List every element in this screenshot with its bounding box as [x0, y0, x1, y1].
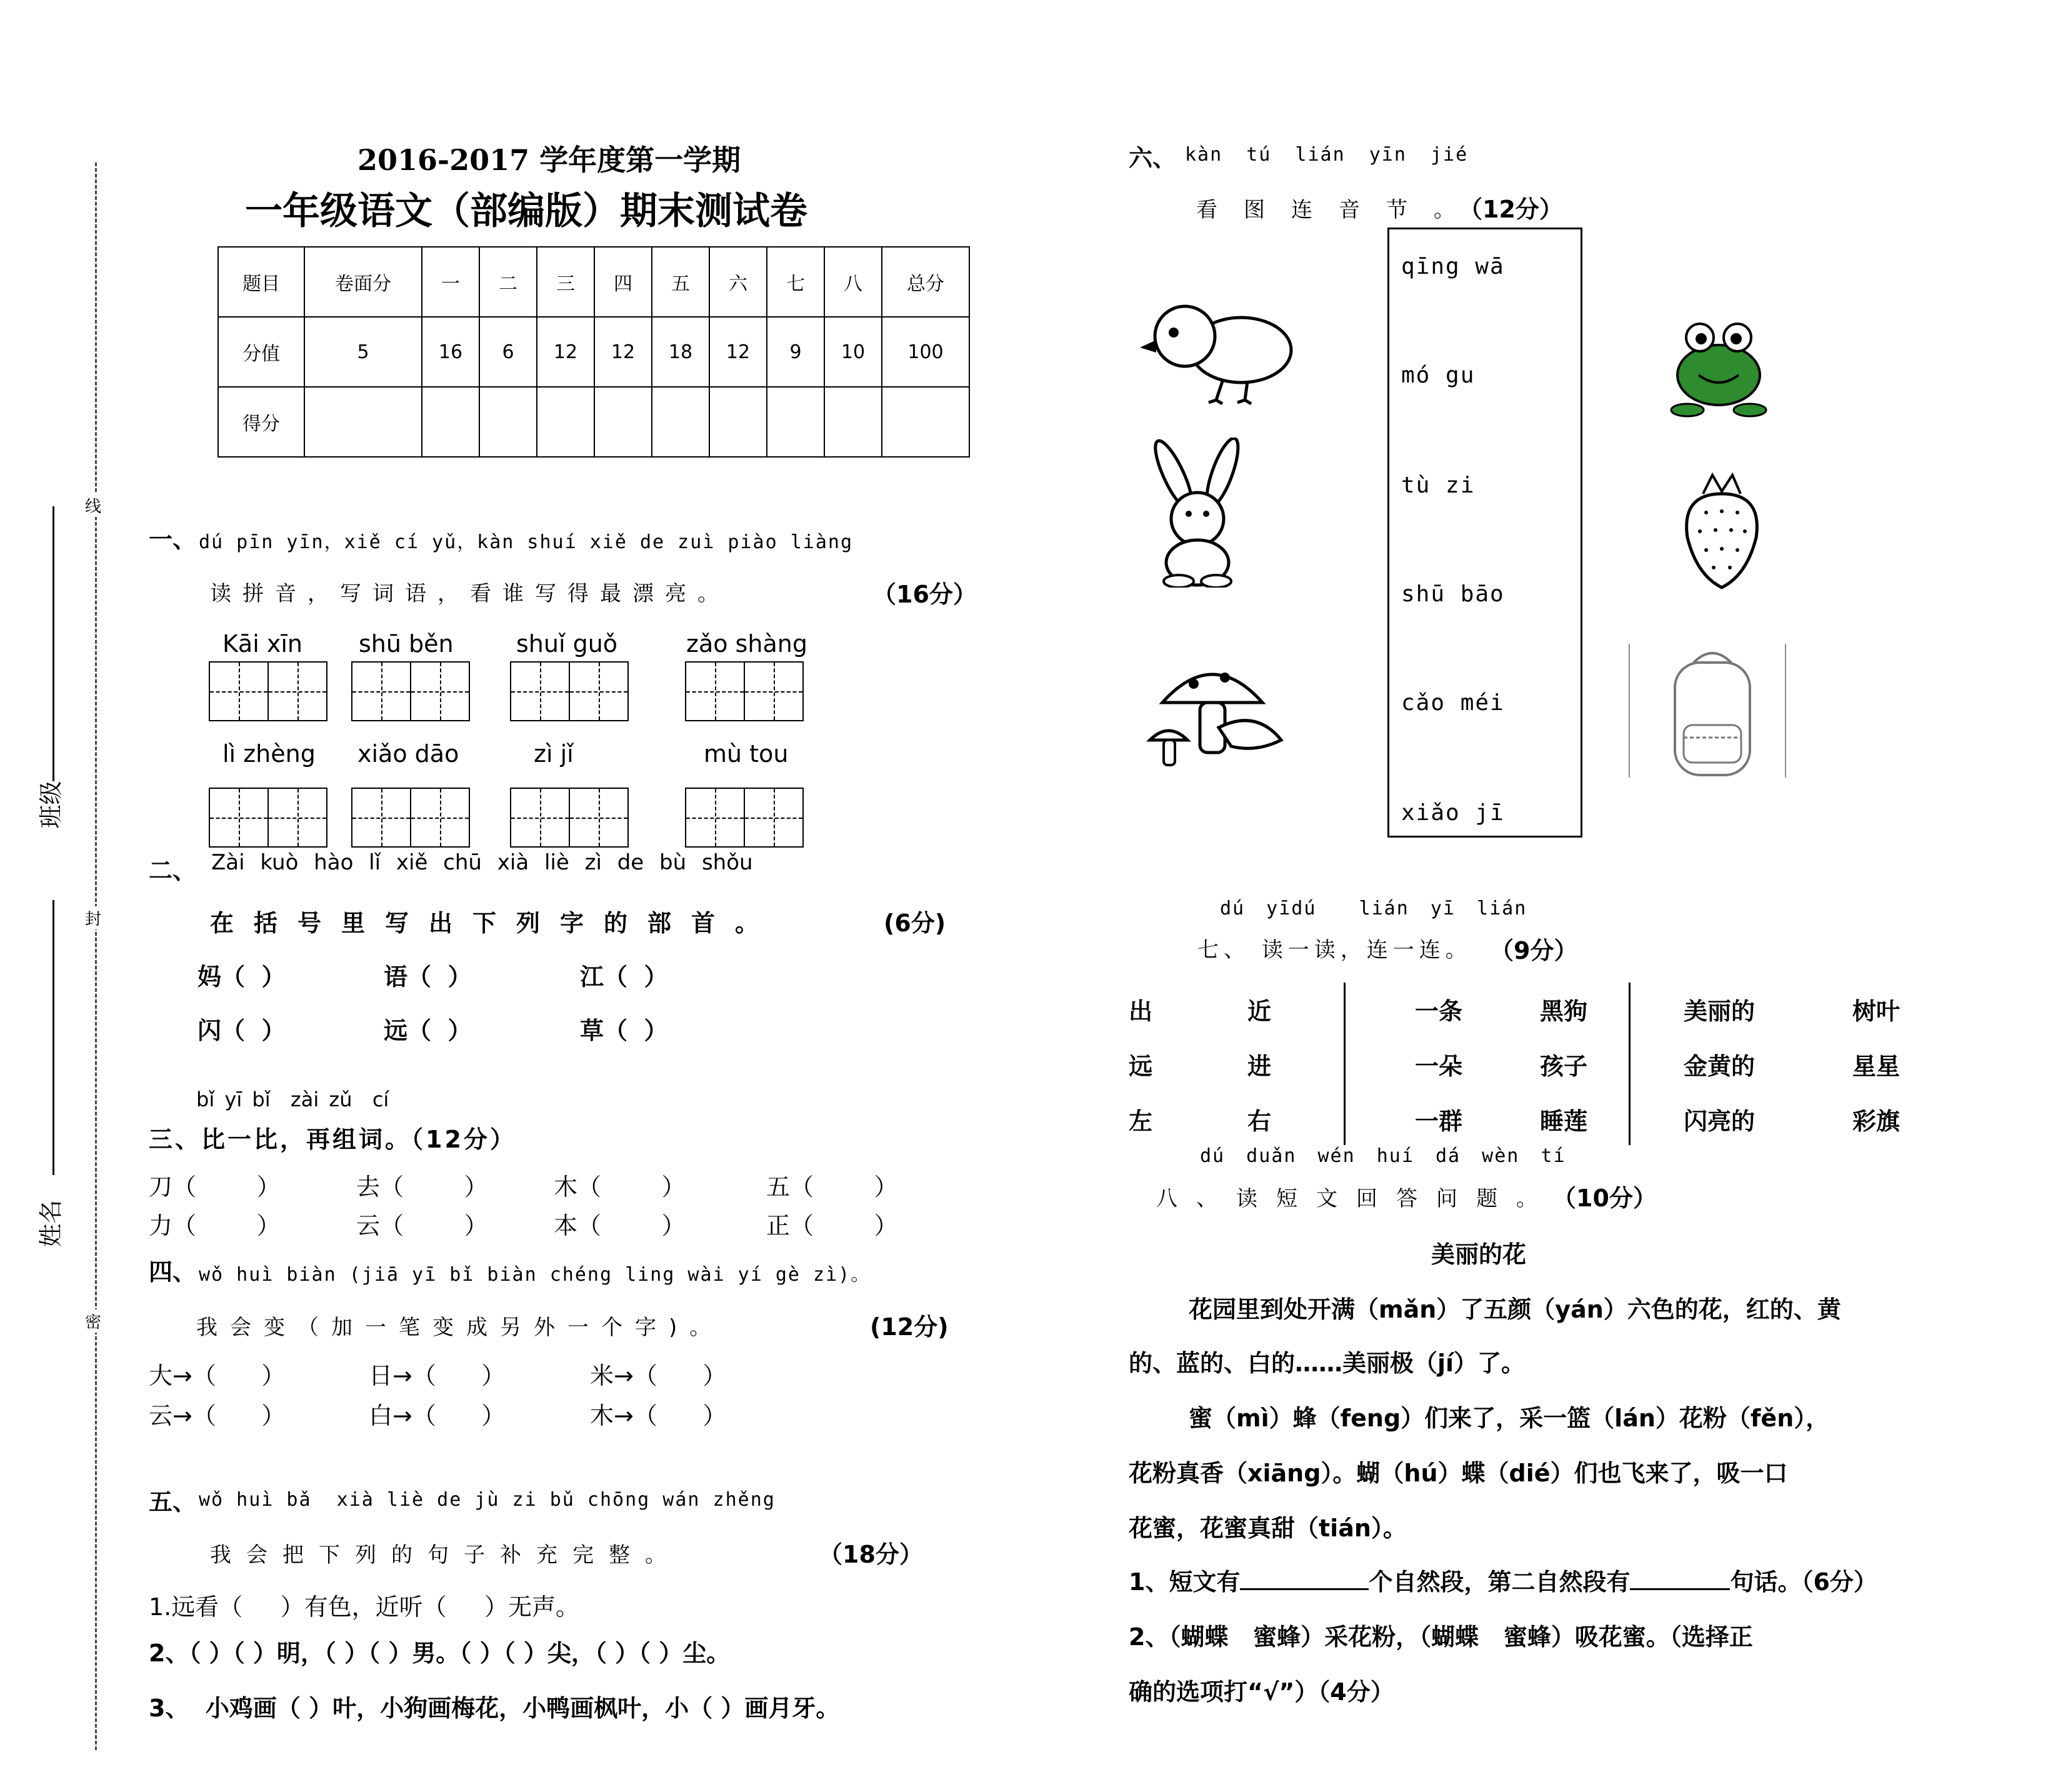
q4-instruction: 我会变（加一笔变成另外一个字)。	[196, 1315, 724, 1340]
q4-number: 四、	[149, 1258, 197, 1286]
exam-year: 2016-2017 学年度第一学期	[357, 143, 741, 177]
q3-item[interactable]: 刀（ ）	[149, 1173, 281, 1201]
q1-word-pinyin: shuǐ guǒ	[516, 630, 618, 658]
q2-item[interactable]: 远（ ）	[384, 1017, 472, 1044]
match-item[interactable]: 闪亮的	[1684, 1108, 1756, 1135]
seal-line	[95, 163, 97, 1750]
table-cell: 卷面分	[304, 247, 422, 317]
table-cell: 得分	[218, 387, 304, 457]
q1-word-pinyin: Kāi xīn	[222, 630, 302, 658]
score-input-cell[interactable]	[652, 387, 709, 457]
answer-blank[interactable]	[1630, 1568, 1730, 1590]
table-cell: 16	[422, 317, 479, 387]
q8-instruction: 八、读短文回答问题。	[1156, 1186, 1556, 1211]
q6-number: 六、	[1129, 144, 1177, 172]
rabbit-image[interactable]	[1135, 438, 1260, 588]
writing-grid[interactable]	[685, 788, 804, 848]
q7-points: （9分）	[1490, 937, 1578, 964]
score-input-cell[interactable]	[479, 387, 537, 457]
q3-item[interactable]: 木（ ）	[554, 1173, 686, 1201]
writing-grid[interactable]	[209, 661, 327, 721]
q2-item[interactable]: 江（ ）	[580, 963, 668, 991]
q2-item[interactable]: 闪（ ）	[197, 1017, 286, 1044]
q3-item[interactable]: 去（ ）	[356, 1173, 488, 1201]
q8-question-2[interactable]: 2、（蝴蝶 蜜蜂）采花粉，（蝴蝶 蜜蜂）吸花蜜。（选择正	[1129, 1623, 1753, 1651]
class-label: 班级	[37, 781, 65, 829]
answer-blank[interactable]	[1240, 1568, 1369, 1590]
q2-points: (6分)	[884, 909, 946, 937]
table-cell: 分值	[218, 317, 304, 387]
match-item[interactable]: 彩旗	[1852, 1108, 1901, 1135]
seal-char-seal: 封	[85, 906, 101, 929]
score-input-cell[interactable]	[882, 387, 969, 457]
writing-grid[interactable]	[351, 788, 470, 848]
q7-instruction: 七、 读一读，连一连。	[1197, 938, 1472, 963]
q2-pinyin: Zài kuò hào lǐ xiě chū xià liè zì de bù shǒu	[211, 850, 753, 875]
q1-word-pinyin: xiǎo dāo	[357, 740, 459, 768]
writing-grid[interactable]	[510, 788, 629, 848]
q6-pinyin: kàn tú lián yīn jié	[1185, 144, 1469, 166]
q3-pinyin: bǐ yī bǐ zài zǔ cí	[196, 1088, 389, 1111]
q1-word-pinyin: zì jǐ	[534, 740, 574, 768]
q4-points: (12分)	[870, 1313, 949, 1341]
table-cell: 五	[652, 247, 709, 317]
syllable[interactable]: qīng wā	[1401, 254, 1505, 279]
q3-item[interactable]: 五（ ）	[766, 1173, 898, 1201]
score-input-cell[interactable]	[709, 387, 767, 457]
score-table-value-row	[218, 317, 969, 387]
writing-grid[interactable]	[510, 661, 629, 721]
table-cell: 12	[594, 317, 652, 387]
table-cell: 18	[652, 317, 709, 387]
table-cell: 四	[594, 247, 652, 317]
story-title: 美丽的花	[1431, 1241, 1527, 1268]
match-item[interactable]: 一朵	[1415, 1053, 1463, 1080]
q1-number: 一、	[149, 526, 197, 553]
q7-divider	[1344, 983, 1346, 1145]
q2-item[interactable]: 语（ ）	[384, 963, 472, 991]
match-item[interactable]: 金黄的	[1684, 1053, 1756, 1080]
q7-col	[1247, 984, 1271, 1149]
q5-number: 五、	[149, 1488, 197, 1516]
match-item[interactable]: 孩子	[1540, 1053, 1588, 1080]
table-cell: 七	[767, 247, 824, 317]
table-cell: 6	[479, 317, 537, 387]
strawberry-image[interactable]	[1675, 469, 1769, 594]
q7-divider	[1629, 983, 1631, 1145]
mushroom-image[interactable]	[1144, 653, 1287, 778]
q4-item[interactable]: 木→（ ）	[590, 1402, 727, 1429]
table-cell: 5	[304, 317, 422, 387]
q7-pinyin: dú yīdú lián yī lián	[1220, 898, 1527, 919]
table-cell: 100	[882, 317, 969, 387]
name-label: 姓名	[37, 1199, 65, 1248]
match-item[interactable]: 睡莲	[1540, 1108, 1588, 1135]
q6-instruction: 看图连音节。	[1196, 198, 1481, 223]
q2-number: 二、	[149, 857, 197, 884]
backpack-image[interactable]	[1656, 644, 1769, 781]
q3-item[interactable]: 力（ ）	[149, 1212, 281, 1239]
score-table-score-row	[218, 387, 969, 457]
match-item[interactable]: 星星	[1852, 1053, 1901, 1080]
picture-divider	[1785, 644, 1786, 778]
picture-divider	[1629, 644, 1630, 778]
page-title: 一年级语文（部编版）期末测试卷	[245, 189, 807, 233]
q7-col	[1852, 984, 1900, 1149]
table-cell: 12	[537, 317, 594, 387]
table-cell: 9	[767, 317, 824, 387]
match-item[interactable]: 右	[1247, 1108, 1272, 1135]
q4-item[interactable]: 云→（ ）	[149, 1402, 286, 1429]
q3-item[interactable]: 云（ ）	[356, 1212, 488, 1239]
story-line: 花园里到处开满（mǎn）了五颜（yán）六色的花，红的、黄	[1189, 1296, 1841, 1323]
table-cell: 12	[709, 317, 767, 387]
q5-pinyin: wǒ huì bǎ xià liè de jù zi bǔ chōng wán zhěng	[199, 1489, 776, 1511]
q1-pinyin: dú pīn yīn，xiě cí yǔ，kàn shuí xiě de zuì piào liàng	[199, 531, 854, 553]
match-item[interactable]: 近	[1247, 998, 1272, 1025]
syllable-box	[1387, 228, 1582, 838]
chick-image[interactable]	[1129, 288, 1316, 413]
q5-line-3[interactable]: 3、 小鸡画（ ）叶，小狗画梅花，小鸭画枫叶，小（ ）画月牙。	[149, 1694, 840, 1722]
match-item[interactable]: 一群	[1415, 1108, 1463, 1135]
q8-question-1-part: 个自然段，第二自然段有	[1369, 1568, 1631, 1596]
syllable[interactable]: cǎo méi	[1401, 690, 1505, 716]
q8-points: （10分）	[1552, 1184, 1657, 1212]
seal-char-line: 线	[85, 494, 101, 517]
score-input-cell[interactable]	[824, 387, 882, 457]
table-cell: 总分	[882, 247, 969, 317]
table-cell: 一	[422, 247, 479, 317]
writing-grid[interactable]	[209, 788, 327, 848]
match-item[interactable]: 左	[1129, 1108, 1153, 1135]
q5-points: （18分）	[819, 1541, 923, 1568]
syllable[interactable]: tù zi	[1401, 473, 1476, 498]
q1-word-pinyin: lì zhèng	[222, 740, 316, 768]
q4-item[interactable]: 大→（ ）	[149, 1362, 286, 1389]
q8-question-2-cont: 确的选项打“√”）（4分）	[1129, 1678, 1394, 1706]
q5-instruction: 我会把下列的句子补充完整。	[210, 1543, 681, 1568]
q5-line-2[interactable]: 2、（ ）（ ）明，（ ）（ ）男。（ ）（ ）尖，（ ）（ ）尘。	[149, 1639, 731, 1667]
q1-word-pinyin: shū běn	[359, 630, 454, 658]
match-item[interactable]: 远	[1129, 1053, 1153, 1080]
match-item[interactable]: 美丽的	[1684, 998, 1756, 1025]
story-line: 蜜（mì）蜂（feng）们来了，采一篮（lán）花粉（fěn），	[1189, 1404, 1830, 1432]
match-item[interactable]: 树叶	[1852, 998, 1901, 1025]
q8-question-1	[1129, 1563, 1877, 1597]
table-cell: 八	[824, 247, 882, 317]
q8-question-1-part: 1、短文有	[1129, 1568, 1241, 1596]
q8-pinyin: dú duǎn wén huí dá wèn tí	[1200, 1145, 1566, 1167]
q4-item[interactable]: 日→（ ）	[369, 1362, 506, 1389]
syllable[interactable]: mó gu	[1401, 363, 1476, 388]
writing-grid[interactable]	[351, 661, 470, 721]
q4-item[interactable]: 米→（ ）	[590, 1362, 727, 1389]
q2-item[interactable]: 妈（ ）	[197, 963, 286, 991]
story-line: 的、蓝的、白的……美丽极（jí）了。	[1129, 1349, 1526, 1377]
frog-image[interactable]	[1669, 313, 1769, 425]
score-input-cell[interactable]	[767, 387, 824, 457]
q4-pinyin: wǒ huì biàn (jiā yī bǐ biàn chéng ling wài yí gè zì)。	[199, 1264, 871, 1286]
q3-item[interactable]: 正（ ）	[766, 1212, 898, 1239]
q2-item[interactable]: 草（ ）	[580, 1017, 668, 1044]
match-item[interactable]: 黑狗	[1540, 998, 1588, 1025]
story-line: 花蜜，花蜜真甜（tián）。	[1129, 1514, 1407, 1542]
table-cell: 二	[479, 247, 537, 317]
seal-char-secret: 密	[85, 1309, 101, 1333]
score-input-cell[interactable]	[537, 387, 594, 457]
q1-word-pinyin: mù tou	[704, 740, 789, 768]
table-cell: 三	[537, 247, 594, 317]
score-table-header-row	[218, 247, 969, 317]
q5-line-1[interactable]: 1.远看（ ）有色，近听（ ）无声。	[149, 1593, 580, 1621]
score-input-cell[interactable]	[304, 387, 422, 457]
q1-points: （16分）	[872, 581, 977, 608]
match-item[interactable]: 出	[1129, 998, 1153, 1025]
class-fill-line[interactable]	[52, 506, 54, 781]
name-fill-line[interactable]	[52, 900, 54, 1175]
match-item[interactable]: 进	[1247, 1053, 1272, 1080]
story-line: 花粉真香（xiāng）。蝴（hú）蝶（dié）们也飞来了，吸一口	[1129, 1459, 1788, 1487]
score-table	[217, 246, 970, 458]
writing-grid[interactable]	[685, 661, 804, 721]
score-input-cell[interactable]	[422, 387, 479, 457]
q3-item[interactable]: 本（ ）	[554, 1212, 686, 1239]
q4-item[interactable]: 白→（ ）	[369, 1402, 506, 1429]
table-cell: 题目	[218, 247, 304, 317]
q7-col	[1540, 984, 1587, 1149]
score-input-cell[interactable]	[594, 387, 652, 457]
q7-col	[1415, 984, 1462, 1149]
q3-title: 三、比一比，再组词。（12分）	[149, 1126, 516, 1153]
syllable[interactable]: shū bāo	[1401, 581, 1505, 607]
q2-instruction: 在括号里写出下列字的部首。	[210, 909, 779, 937]
q8-question-1-part: 句话。（6分）	[1730, 1568, 1877, 1596]
q1-word-pinyin: zǎo shàng	[686, 630, 807, 658]
table-cell: 六	[709, 247, 767, 317]
q6-points: （12分）	[1459, 196, 1563, 223]
table-cell: 10	[824, 317, 882, 387]
syllable[interactable]: xiǎo jī	[1401, 800, 1505, 826]
q7-col	[1129, 984, 1152, 1149]
match-item[interactable]: 一条	[1415, 998, 1463, 1025]
q1-instruction: 读拼音，写词语，看谁写得最漂亮。	[210, 581, 730, 606]
q7-col	[1684, 984, 1755, 1149]
